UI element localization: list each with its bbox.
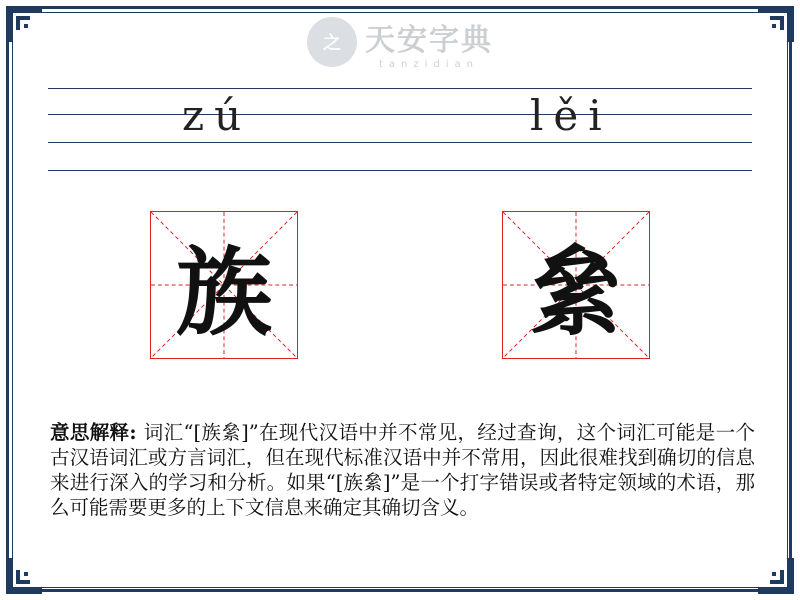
logo-mark-icon: 之 [307,17,357,67]
logo-name-cn: 天安字典 [365,22,493,58]
logo-text [365,15,493,70]
tianzige-grid [502,211,650,359]
pinyin-staff-line [48,88,752,89]
corner-ornament-icon [4,4,44,44]
pinyin-syllable: zú [182,91,252,140]
tianzige-grid [150,211,298,359]
hanzi-character: 絫 [528,236,624,349]
pinyin-syllable: lěi [530,91,612,140]
logo-name-en: tanzidian [378,58,479,70]
explanation-paragraph [50,420,755,520]
corner-ornament-icon [756,556,796,596]
explanation-text: 词汇“[族絫]”在现代汉语中并不常见，经过查询，这个词汇可能是一个古汉语词汇或方言词汇，但在现代标准汉语中并不常用，因此很难找到确切的信息来进行深入的学习和分析。如果“[族絫]”是一个打字错误或者特定领域的术语，那么可能需要更多的上下文信息来确定其确切含义。 [50,421,755,519]
hanzi-character: 族 [176,236,272,349]
corner-ornament-icon [4,556,44,596]
explanation-colon: : [129,421,144,444]
corner-ornament-icon [756,4,796,44]
pinyin-staff-line [48,170,752,171]
site-logo [300,14,500,70]
pinyin-staff-line [48,142,752,143]
explanation-label: 意思解释 [50,421,130,444]
pinyin-staff-line [48,114,752,115]
